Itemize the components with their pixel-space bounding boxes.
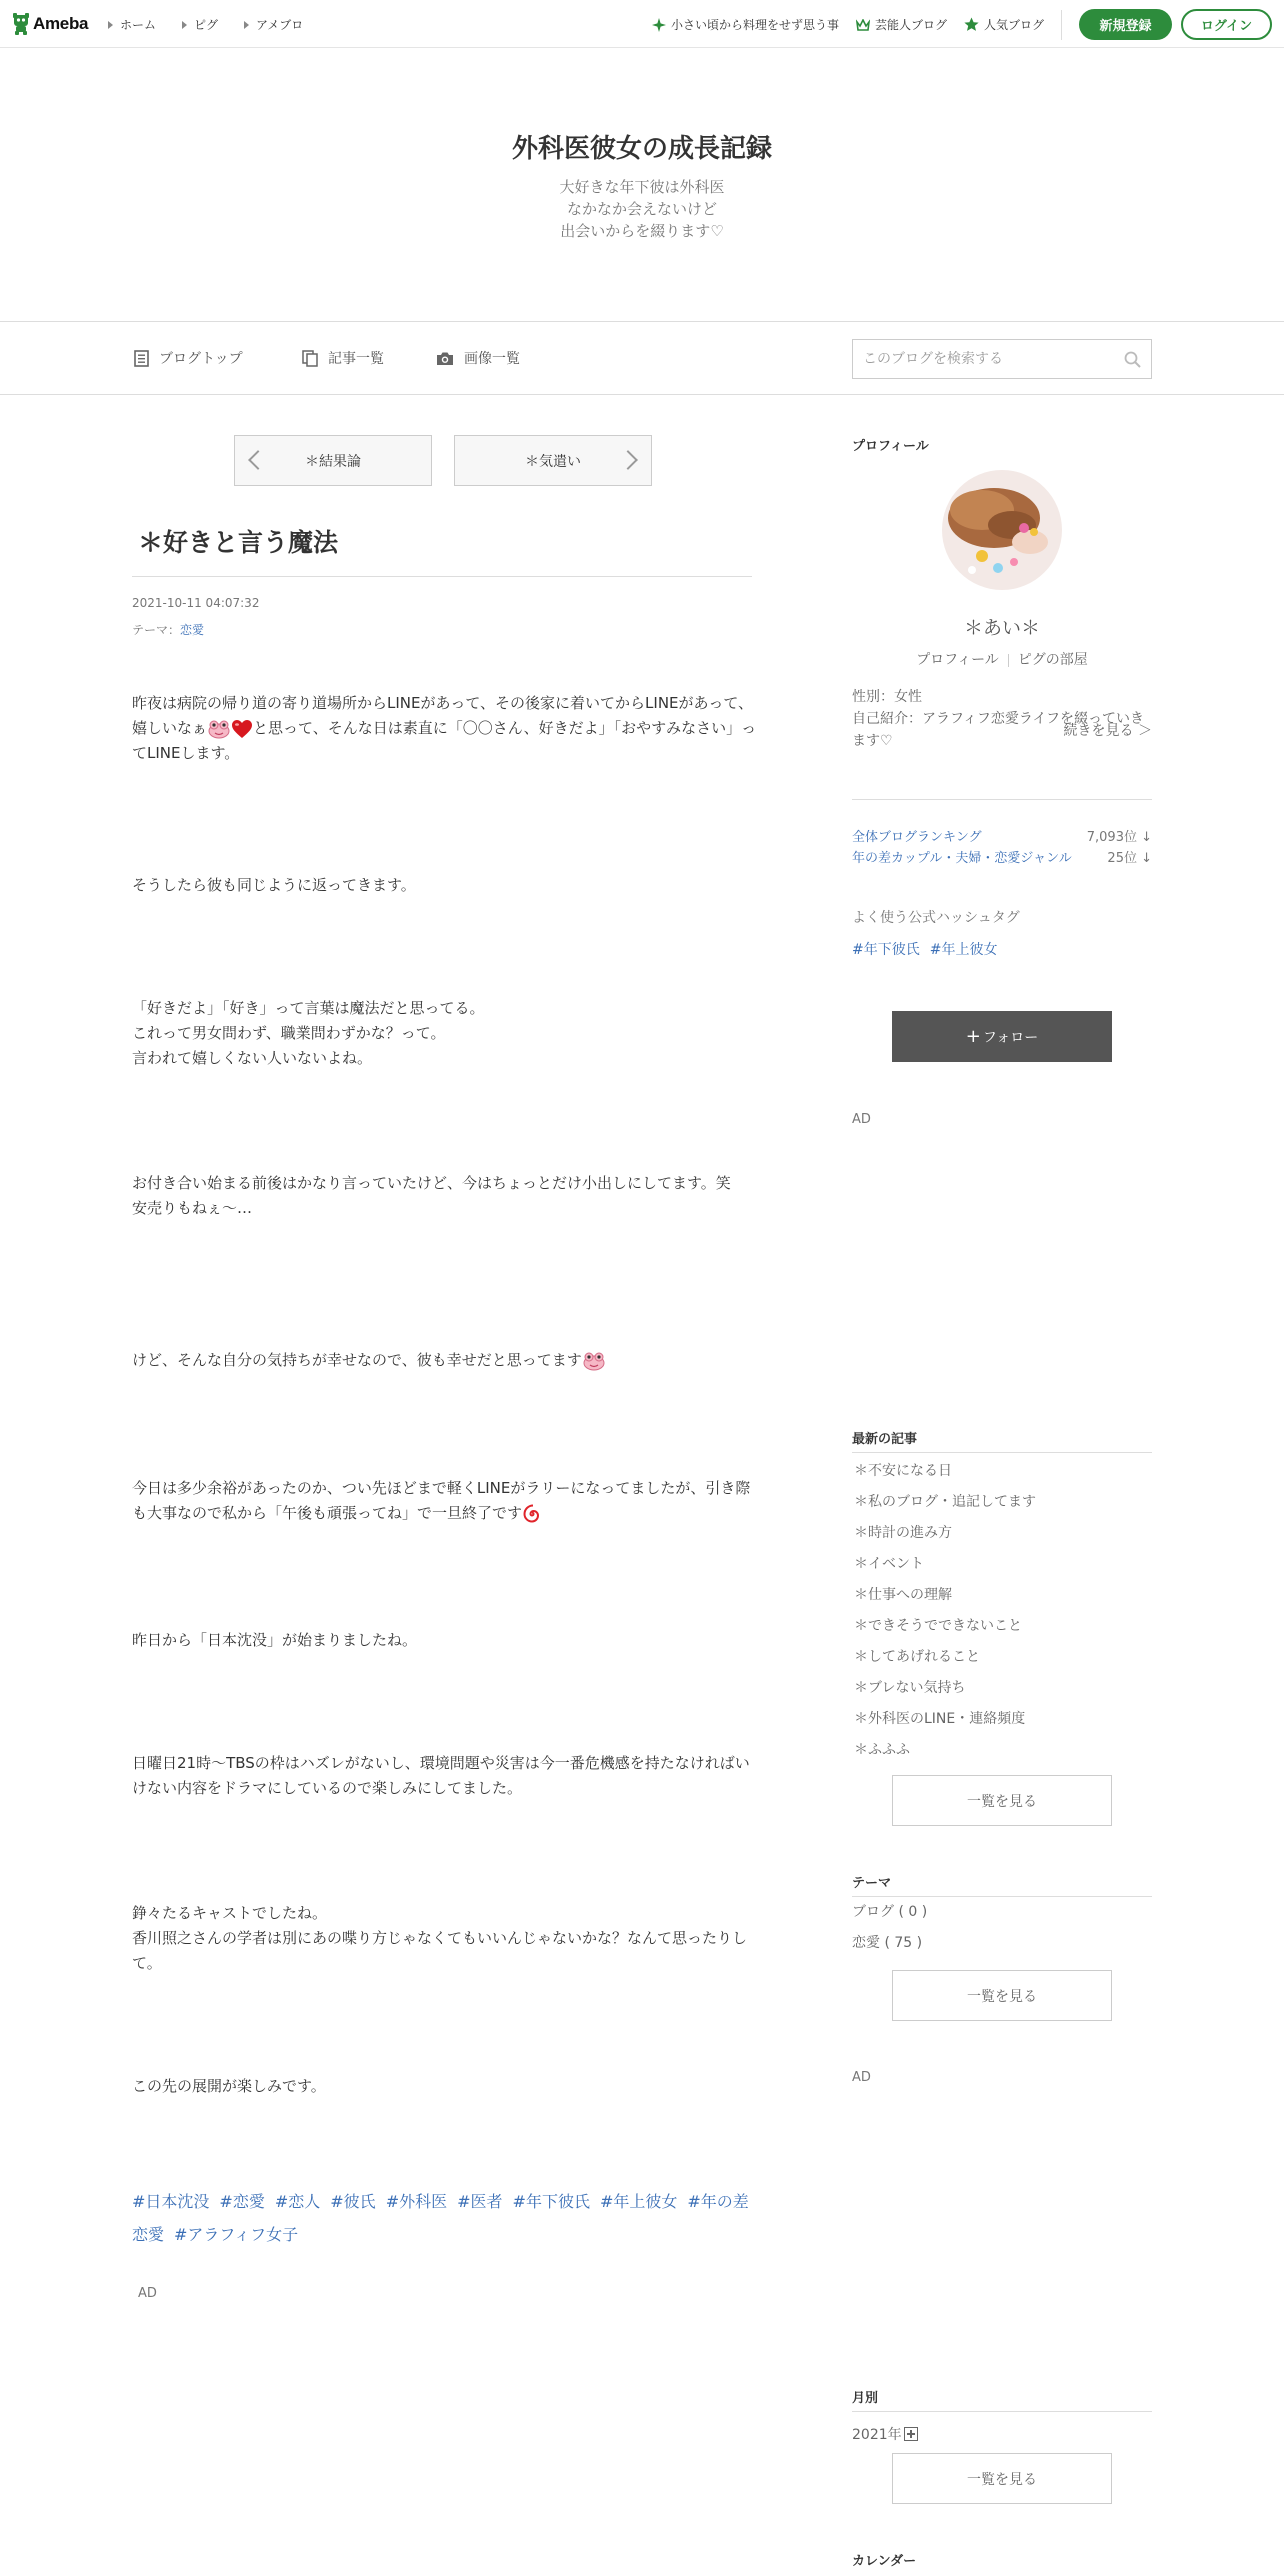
- profile-divider: [852, 799, 1152, 800]
- theme-list: [852, 1897, 1152, 1959]
- read-more-link[interactable]: 続きを見る ＞: [1063, 723, 1152, 739]
- trending-topic-label: 小さい頃から料理をせず思う事: [670, 18, 839, 32]
- profile-links-divider: [1008, 654, 1009, 667]
- hashtag-label: #年上彼女: [929, 942, 998, 958]
- blog-description-line: 大好きな年下彼は外科医: [559, 178, 725, 196]
- ameba-mascot-icon: [12, 13, 30, 35]
- global-nav: [108, 16, 303, 33]
- entry-paragraph-text: と思って、そんな日は素直に「〇〇さん、好きだよ」「おやすみなさい」ってLINEします。: [132, 719, 757, 762]
- next-entry-label: ＊気遣い: [525, 453, 581, 470]
- tab-image-list[interactable]: [436, 348, 520, 368]
- hashtag-label: #年の差恋愛: [132, 2192, 749, 2244]
- hashtag-label: #日本沈没: [132, 2192, 210, 2211]
- ranking-overall-link[interactable]: 全体ブログランキング: [852, 830, 982, 845]
- entry-hashtags: [132, 2185, 762, 2251]
- entry-theme-link[interactable]: 恋愛: [180, 623, 205, 637]
- login-button[interactable]: ログイン: [1181, 9, 1272, 40]
- entry-paragraph: 日曜日21時〜TBSの枠はハズレがないし、環境問題や災害は今一番危機感を持たなければいけない内容をドラマにしているので楽しみにしてました。: [132, 1754, 750, 1797]
- monthly-list-more-button[interactable]: 一覧を見る: [892, 2453, 1112, 2504]
- hashtag-label: #恋愛: [219, 2192, 265, 2211]
- hashtag-label: #彼氏: [330, 2192, 376, 2211]
- ad-label: AD: [852, 1112, 871, 1127]
- entry-theme-prefix: テーマ：: [132, 623, 181, 637]
- arrow-right-icon: [244, 21, 249, 29]
- profile-links: [852, 649, 1152, 669]
- recent-entry-link[interactable]: ＊できそうでできないこと: [854, 1618, 1022, 1634]
- recent-entries-heading: 最新の記事: [852, 1432, 918, 1447]
- next-entry-button[interactable]: [454, 435, 652, 486]
- chevron-right-icon: [618, 450, 638, 470]
- hashtag-link[interactable]: [852, 942, 930, 958]
- monthly-heading: 月別: [852, 2391, 879, 2406]
- entry-paragraph: お付き合い始まる前後はかなり言っていたけど、今はちょっとだけ小出しにしてます。笑 安売りもねぇ〜…: [132, 1174, 731, 1217]
- global-header: [0, 0, 1284, 48]
- recent-entry-link[interactable]: ＊不安になる日: [854, 1463, 952, 1479]
- nav-ameblo[interactable]: [244, 16, 303, 33]
- entry-title: ＊好きと言う魔法: [138, 528, 339, 557]
- profile-info: [852, 686, 1152, 752]
- profile-gender: 性別：女性: [852, 689, 922, 705]
- prev-entry-button[interactable]: [234, 435, 432, 486]
- ad-label: AD: [138, 2286, 157, 2301]
- popular-blog-link[interactable]: [964, 16, 1044, 33]
- entry-paragraph: [132, 1476, 762, 1526]
- ranking-genre-link[interactable]: 年の差カップル・夫婦・恋愛ジャンル: [852, 851, 1072, 866]
- hashtag-link[interactable]: [219, 2192, 274, 2211]
- theme-list-more-button[interactable]: 一覧を見る: [892, 1970, 1112, 2021]
- monthly-divider: [852, 2411, 1152, 2412]
- expand-icon: [904, 2427, 918, 2441]
- tab-entry-list-label: 記事一覧: [328, 351, 384, 367]
- tab-blog-top-label: ブログトップ: [159, 351, 243, 367]
- hashtag-link[interactable]: [174, 2225, 308, 2244]
- entry-paragraph: [132, 691, 762, 766]
- title-divider: [132, 576, 752, 577]
- arrow-right-icon: [108, 21, 113, 29]
- frog-emoji-icon: [207, 719, 231, 739]
- avatar-photo: [942, 470, 1062, 590]
- theme-link[interactable]: 恋愛 ( 75 ): [852, 1935, 923, 1951]
- arrow-right-icon: [182, 21, 187, 29]
- hashtag-label: #年上彼女: [599, 2192, 678, 2211]
- tab-image-list-label: 画像一覧: [464, 351, 520, 367]
- hashtag-link[interactable]: [275, 2192, 330, 2211]
- entry-paragraph: 「好きだよ」「好き」って言葉は魔法だと思ってる。 これって男女問わず、職業問わずかな？って。 言われて嬉しくない人いないよね。: [132, 999, 485, 1067]
- hashtag-label: #アラフィフ女子: [174, 2225, 299, 2244]
- tab-blog-top[interactable]: [134, 348, 243, 368]
- hashtag-label: #外科医: [385, 2192, 448, 2211]
- frog-emoji-icon: [582, 1351, 606, 1371]
- signup-button[interactable]: 新規登録: [1079, 9, 1172, 40]
- recent-entry-link[interactable]: ＊私のブログ・追記してます: [854, 1494, 1036, 1510]
- hashtag-label: #恋人: [274, 2192, 321, 2211]
- blog-header: [0, 48, 1284, 322]
- prev-entry-label: ＊結果論: [305, 453, 361, 470]
- theme-link[interactable]: ブログ ( 0 ): [852, 1904, 928, 1920]
- hashtag-link[interactable]: [600, 2192, 687, 2211]
- entry-paragraph: [132, 1348, 762, 1373]
- entry-paragraph: そうしたら彼も同じように返ってきます。: [132, 876, 416, 894]
- ranking-overall-value: 7,093位 ↓: [1086, 830, 1152, 845]
- official-hashtags: [852, 939, 1007, 959]
- tab-entry-list[interactable]: [302, 348, 384, 368]
- ranking-genre-value: 25位 ↓: [1107, 851, 1152, 866]
- hashtag-link[interactable]: [513, 2192, 600, 2211]
- nav-ameblo-label: アメブロ: [256, 18, 304, 32]
- calendar-heading: カレンダー: [852, 2554, 917, 2568]
- recent-entry-link[interactable]: ＊時計の進み方: [854, 1525, 952, 1541]
- search-icon[interactable]: [1124, 351, 1141, 368]
- trending-topic-link[interactable]: [652, 16, 839, 33]
- profile-link[interactable]: プロフィール: [916, 652, 999, 668]
- entry-paragraph-text: 昨夜は病院の帰り道の寄り道場所からLINEがあって、その後家に着いてからLINEがあって、嬉しいなぁ: [132, 694, 754, 737]
- celebrity-blog-link[interactable]: [856, 16, 947, 33]
- global-right-links: [652, 9, 1272, 40]
- nav-pigg[interactable]: [182, 16, 218, 33]
- entry-paragraph-text: けど、そんな自分の気持ちが幸せなので、彼も幸せだと思ってます: [132, 1351, 582, 1369]
- nav-home-label: ホーム: [120, 18, 157, 32]
- recent-entry-link[interactable]: ＊ブレない気持ち: [854, 1680, 966, 1696]
- theme-heading: テーマ: [852, 1876, 892, 1891]
- month-label: 2021年: [852, 2427, 902, 2443]
- hashtag-label: #年下彼氏: [512, 2192, 590, 2211]
- blog-description-line: なかなか会えないけど: [566, 200, 717, 218]
- ameba-logo[interactable]: [12, 12, 88, 36]
- follow-label: フォロー: [982, 1029, 1039, 1046]
- entry-theme: [132, 621, 204, 638]
- blog-description: [0, 176, 1284, 242]
- celebrity-blog-label: 芸能人ブログ: [874, 18, 947, 32]
- star-icon: [964, 17, 979, 32]
- recent-entry-link[interactable]: ＊ふふふ: [854, 1742, 910, 1758]
- recent-entry-link[interactable]: ＊してあげれること: [854, 1649, 980, 1665]
- hashtag-link[interactable]: [132, 2192, 219, 2211]
- avatar[interactable]: [942, 470, 1062, 590]
- entry-paragraph-text: 今日は多少余裕があったのか、つい先ほどまで軽くLINEがラリーになってましたが、引き際も大事なので私から「午後も頑張ってね」で一旦終了です: [132, 1479, 751, 1522]
- copy-icon: [302, 350, 318, 367]
- hashtag-label: #年下彼氏: [852, 942, 920, 958]
- hashtag-link[interactable]: [330, 2192, 385, 2211]
- popular-blog-label: 人気ブログ: [983, 18, 1044, 32]
- blog-nav: [0, 322, 1284, 395]
- chevron-left-icon: [248, 450, 268, 470]
- sparkle-icon: [652, 18, 666, 32]
- follow-button[interactable]: [892, 1011, 1112, 1062]
- ranking-overall: [852, 826, 1152, 845]
- blog-search: [852, 339, 1152, 379]
- camera-icon: [436, 351, 454, 366]
- entry-paragraph: この先の展開が楽しみです。: [132, 2077, 326, 2095]
- profile-name: ＊あい＊: [963, 617, 1040, 639]
- blog-title[interactable]: 外科医彼女の成長記録: [511, 134, 772, 164]
- recent-entries-list: [852, 1456, 1152, 1766]
- header-divider: [1061, 10, 1062, 40]
- hashtag-link[interactable]: [457, 2192, 512, 2211]
- profile-heading: プロフィール: [852, 439, 929, 454]
- ad-label: AD: [852, 2070, 871, 2085]
- profile-intro: 自己紹介：アラフィフ恋愛ライフを綴っていきます♡: [852, 711, 1145, 749]
- recent-entry-link[interactable]: ＊イベント: [854, 1556, 924, 1572]
- logo-text: Ameba: [33, 14, 89, 33]
- hashtag-link[interactable]: [386, 2192, 457, 2211]
- swirl-icon: [522, 1504, 542, 1524]
- month-toggle[interactable]: [852, 2424, 918, 2444]
- entry-paragraph: 昨日から「日本沈没」が始まりましたね。: [132, 1631, 418, 1649]
- recent-entry-link[interactable]: ＊仕事への理解: [854, 1587, 952, 1603]
- pigg-room-link[interactable]: ピグの部屋: [1017, 652, 1088, 668]
- crown-icon: [856, 19, 870, 31]
- ranking-genre: [852, 847, 1152, 866]
- nav-pigg-label: ピグ: [194, 18, 219, 32]
- official-hashtag-label: よく使う公式ハッシュタグ: [852, 910, 1020, 926]
- plus-icon: +: [965, 1026, 981, 1047]
- nav-home[interactable]: [108, 16, 156, 33]
- hashtag-link[interactable]: [930, 942, 1008, 958]
- document-icon: [134, 350, 149, 367]
- entry-date: 2021-10-11 04:07:32: [132, 596, 260, 610]
- blog-search-input[interactable]: [863, 351, 1124, 367]
- recent-entry-link[interactable]: ＊外科医のLINE・連絡頻度: [854, 1711, 1026, 1727]
- entry-pager: [234, 435, 652, 486]
- blog-description-line: 出会いからを綴ります♡: [560, 222, 724, 240]
- heart-icon: [231, 719, 253, 739]
- recent-divider: [852, 1452, 1152, 1453]
- hashtag-label: #医者: [457, 2192, 503, 2211]
- entry-paragraph: 錚々たるキャストでしたね。 香川照之さんの学者は別にあの喋り方じゃなくてもいいんじゃないかな？なんて思ったりして。: [132, 1904, 748, 1972]
- recent-list-more-button[interactable]: 一覧を見る: [892, 1775, 1112, 1826]
